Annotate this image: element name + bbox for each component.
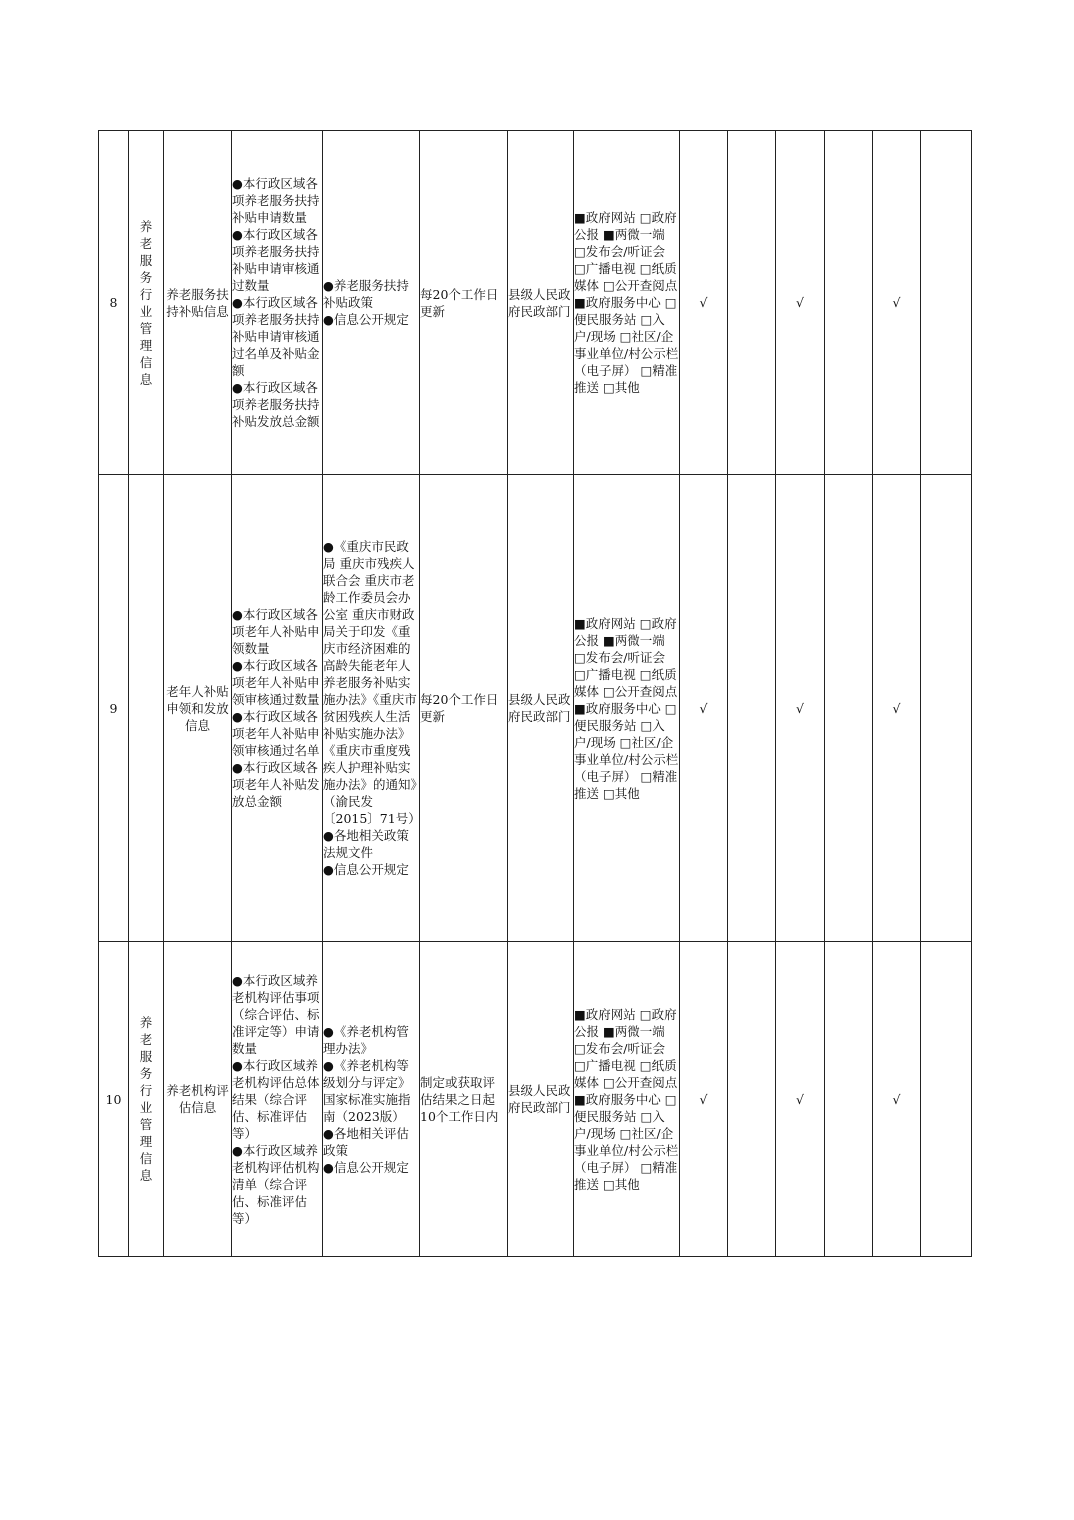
item-name: 老年人补贴申领和发放信息 — [164, 475, 232, 942]
content-line: ●本行政区域各项老年人补贴申领审核通过数量 — [232, 658, 320, 707]
check-cell — [921, 131, 972, 475]
category-label: 养老服务行业管理信息 — [139, 218, 153, 387]
subject: 县级人民政府民政部门 — [508, 131, 574, 475]
check-cell — [728, 475, 776, 942]
row-index: 8 — [99, 131, 129, 475]
check-cell: √ — [680, 131, 728, 475]
check-cell — [921, 942, 972, 1257]
basis-line: ●《养老机构等级划分与评定》国家标准实施指南（2023版） — [323, 1057, 411, 1124]
check-cell: √ — [873, 942, 921, 1257]
check-cell: √ — [873, 475, 921, 942]
table-row — [99, 131, 972, 475]
basis-line: ●各地相关政策法规文件 — [323, 828, 409, 860]
basis-line: ●各地相关评估政策 — [323, 1125, 409, 1158]
check-cell — [825, 942, 873, 1257]
content-line: ●本行政区域各项养老服务扶持补贴申请数量 — [232, 176, 320, 225]
channel: ■政府网站 □政府公报 ■两微一端 □发布会/听证会 □广播电视 □纸质媒体 □公开查阅点 ■政府服务中心 □便民服务站 □入户/现场 □社区/企事业单位/村公示栏（电子屏） □精准推送 □其他 — [574, 942, 680, 1257]
time-limit: 每20个工作日更新 — [420, 131, 508, 475]
content-line: ●本行政区域各项老年人补贴发放总金额 — [232, 760, 320, 809]
content-line: ●本行政区域各项养老服务扶持补贴发放总金额 — [232, 380, 320, 429]
basis-line: ●《养老机构管理办法》 — [323, 1023, 409, 1056]
basis-line: ●信息公开规定 — [323, 1159, 409, 1175]
basis-line: ●信息公开规定 — [323, 312, 409, 327]
check-cell — [921, 475, 972, 942]
basis-cell — [323, 942, 420, 1257]
item-name: 养老机构评估信息 — [164, 942, 232, 1257]
subject: 县级人民政府民政部门 — [508, 942, 574, 1257]
check-cell — [728, 942, 776, 1257]
check-cell: √ — [776, 475, 825, 942]
check-cell: √ — [680, 475, 728, 942]
check-cell: √ — [776, 942, 825, 1257]
check-cell — [728, 131, 776, 475]
channel: ■政府网站 □政府公报 ■两微一端 □发布会/听证会 □广播电视 □纸质媒体 □公开查阅点 ■政府服务中心 □便民服务站 □入户/现场 □社区/企事业单位/村公示栏（电子屏） □精准推送 □其他 — [574, 131, 680, 475]
time-limit: 每20个工作日更新 — [420, 475, 508, 942]
basis-line: ●信息公开规定 — [323, 862, 409, 877]
category-cell — [129, 942, 164, 1257]
basis-cell — [323, 475, 420, 942]
content-cell — [232, 475, 323, 942]
content-cell — [232, 131, 323, 475]
table-row — [99, 475, 972, 942]
check-cell: √ — [680, 942, 728, 1257]
content-line: ●本行政区域养老机构评估机构清单（综合评估、标准评估等） — [232, 1142, 320, 1226]
category-cell — [129, 475, 164, 942]
check-cell — [825, 475, 873, 942]
row-index: 10 — [99, 942, 129, 1257]
channel: ■政府网站 □政府公报 ■两微一端 □发布会/听证会 □广播电视 □纸质媒体 □公开查阅点 ■政府服务中心 □便民服务站 □入户/现场 □社区/企事业单位/村公示栏（电子屏） □精准推送 □其他 — [574, 475, 680, 942]
disclosure-table — [98, 130, 972, 1257]
category-label: 养老服务行业管理信息 — [139, 1015, 153, 1183]
content-line: ●本行政区域养老机构评估事项（综合评估、标准评定等）申请数量 — [232, 972, 320, 1056]
content-line: ●本行政区域各项养老服务扶持补贴申请审核通过数量 — [232, 227, 320, 293]
time-limit: 制定或获取评估结果之日起10个工作日内 — [420, 942, 508, 1257]
content-line: ●本行政区域各项养老服务扶持补贴申请审核通过名单及补贴金额 — [232, 295, 320, 378]
table-row — [99, 942, 972, 1257]
basis-cell — [323, 131, 420, 475]
subject: 县级人民政府民政部门 — [508, 475, 574, 942]
check-cell: √ — [873, 131, 921, 475]
row-index: 9 — [99, 475, 129, 942]
category-cell — [129, 131, 164, 475]
item-name: 养老服务扶持补贴信息 — [164, 131, 232, 475]
check-cell — [825, 131, 873, 475]
basis-line: ●养老服务扶持补贴政策 — [323, 278, 409, 310]
check-cell: √ — [776, 131, 825, 475]
basis-line: ●《重庆市民政局 重庆市残疾人联合会 重庆市老龄工作委员会办公室 重庆市财政局关于印发《重庆市经济困难的高龄失能老年人养老服务补贴实施办法》《重庆市贫困残疾人生活补贴实施办法》《重庆市重度残疾人护理补贴实施办法》的通知》（渝民发〔2015〕71号） — [323, 539, 421, 826]
content-cell — [232, 942, 323, 1257]
content-line: ●本行政区域养老机构评估总体结果（综合评估、标准评估等） — [232, 1057, 320, 1141]
content-line: ●本行政区域各项老年人补贴申领审核通过名单 — [232, 709, 320, 758]
content-line: ●本行政区域各项老年人补贴申领数量 — [232, 607, 320, 656]
